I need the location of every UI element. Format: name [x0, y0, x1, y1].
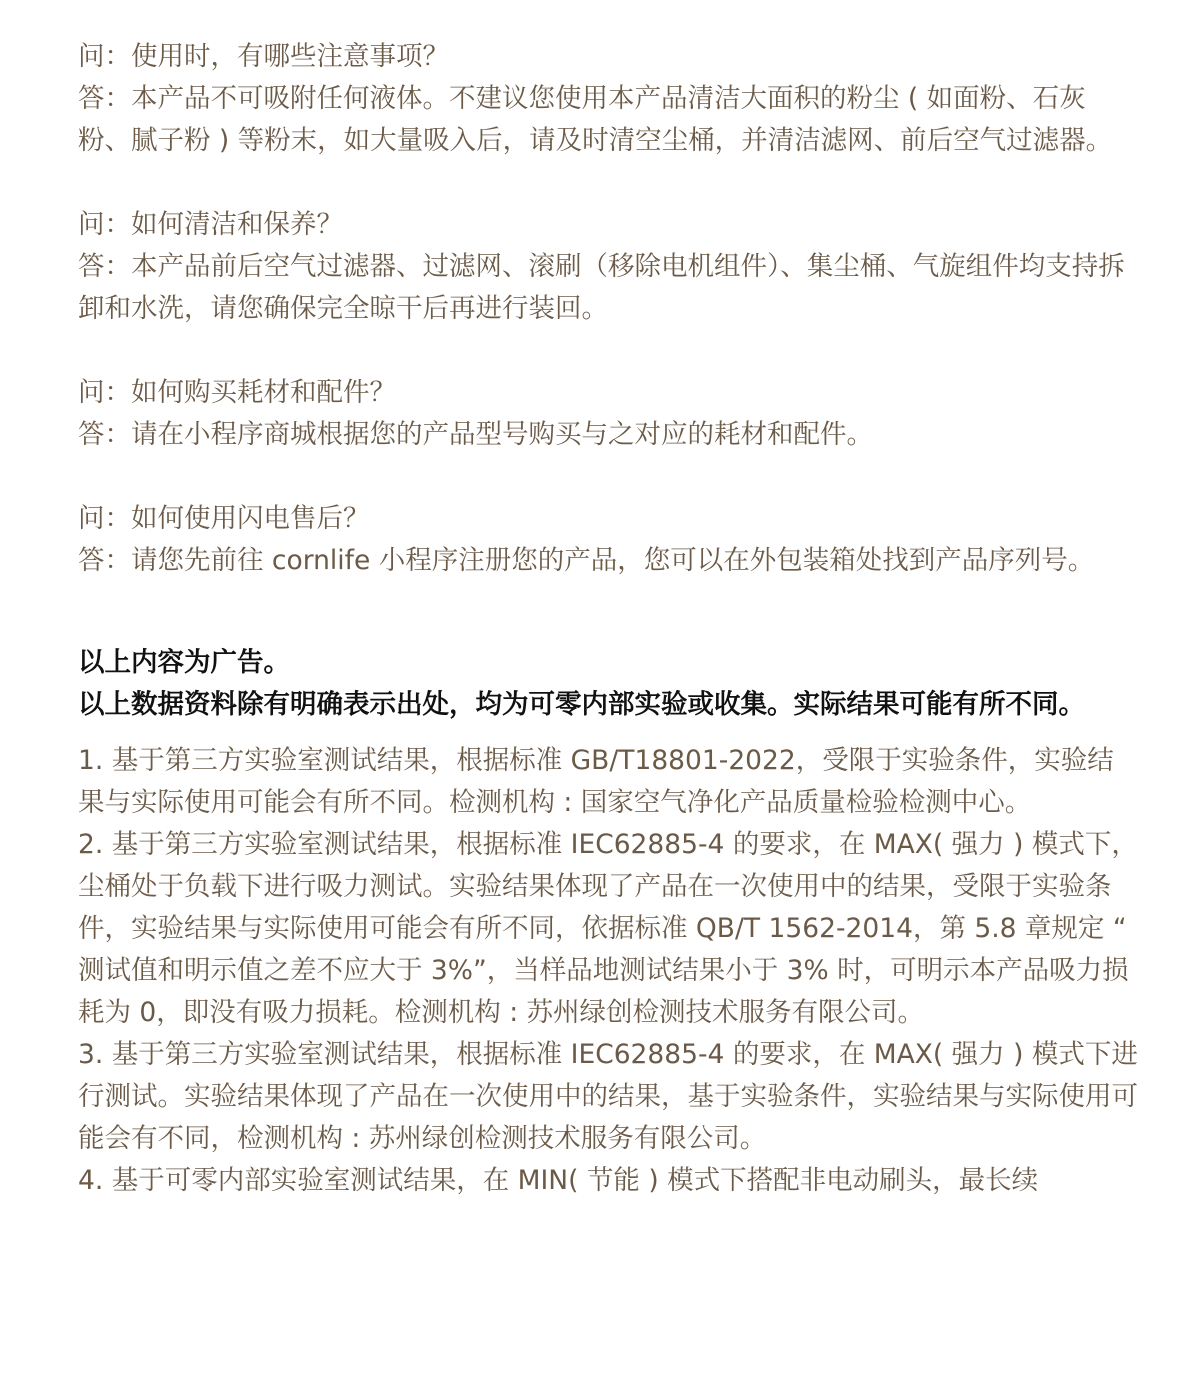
faq-question: 问：使用时，有哪些注意事项？ — [78, 41, 449, 72]
ad-notice: 以上内容为广告。 — [78, 647, 290, 678]
faq-answer: 答：本产品前后空气过滤器、过滤网、滚刷（移除电机组件）、集尘桶、气旋组件均支持拆卸和水洗，请您确保完全晾干后再进行装回。 — [78, 251, 1125, 324]
faq-item — [78, 36, 1138, 162]
faq-answer: 答：请在小程序商城根据您的产品型号购买与之对应的耗材和配件。 — [78, 419, 873, 450]
faq-answer: 答：请您先前往 cornlife 小程序注册您的产品，您可以在外包装箱处找到产品序列号。 — [78, 545, 1095, 576]
footnote-3: 3. 基于第三方实验室测试结果，根据标准 IEC62885-4 的要求，在 MAX( 强力 ) 模式下进行测试。实验结果体现了产品在一次使用中的结果，基于实验条件，实验结果与实际使用可能会有不同，检测机构 : 苏州绿创检测技术服务有限公司。 — [78, 1039, 1138, 1154]
faq-item — [78, 372, 1138, 456]
faq-answer: 答：本产品不可吸附任何液体。不建议您使用本产品清洁大面积的粉尘 ( 如面粉、石灰粉、腻子粉 ) 等粉末，如大量吸入后，请及时清空尘桶，并清洁滤网、前后空气过滤器。 — [78, 83, 1113, 156]
faq-item — [78, 204, 1138, 330]
faq-document — [78, 36, 1138, 1202]
faq-question: 问：如何使用闪电售后？ — [78, 503, 370, 534]
faq-question: 问：如何购买耗材和配件？ — [78, 377, 396, 408]
faq-item — [78, 498, 1138, 582]
footnote-1: 1. 基于第三方实验室测试结果，根据标准 GB/T18801-2022，受限于实验条件，实验结果与实际使用可能会有所不同。检测机构 : 国家空气净化产品质量检验检测中心。 — [78, 745, 1114, 818]
faq-question: 问：如何清洁和保养？ — [78, 209, 343, 240]
data-source-notice: 以上数据资料除有明确表示出处，均为可零内部实验或收集。实际结果可能有所不同。 — [78, 689, 1085, 720]
disclaimer — [78, 642, 1138, 726]
footnote-4: 4. 基于可零内部实验室测试结果，在 MIN( 节能 ) 模式下搭配非电动刷头，最长续 — [78, 1165, 1039, 1196]
footnotes — [78, 740, 1138, 1202]
footnote-2: 2. 基于第三方实验室测试结果，根据标准 IEC62885-4 的要求，在 MAX( 强力 ) 模式下，尘桶处于负载下进行吸力测试。实验结果体现了产品在一次使用中的结果，受限于实验条件，实验结果与实际使用可能会有所不同，依据标准 QB/T 1562-2014，第 5.8 章规定 “ 测试值和明示值之差不应大于 3%”，当样品地测试结果小于 3% 时，可明示本产品吸力损耗为 0，即没有吸力损耗。检测机构 : 苏州绿创检测技术服务有限公司。 — [78, 829, 1138, 1028]
